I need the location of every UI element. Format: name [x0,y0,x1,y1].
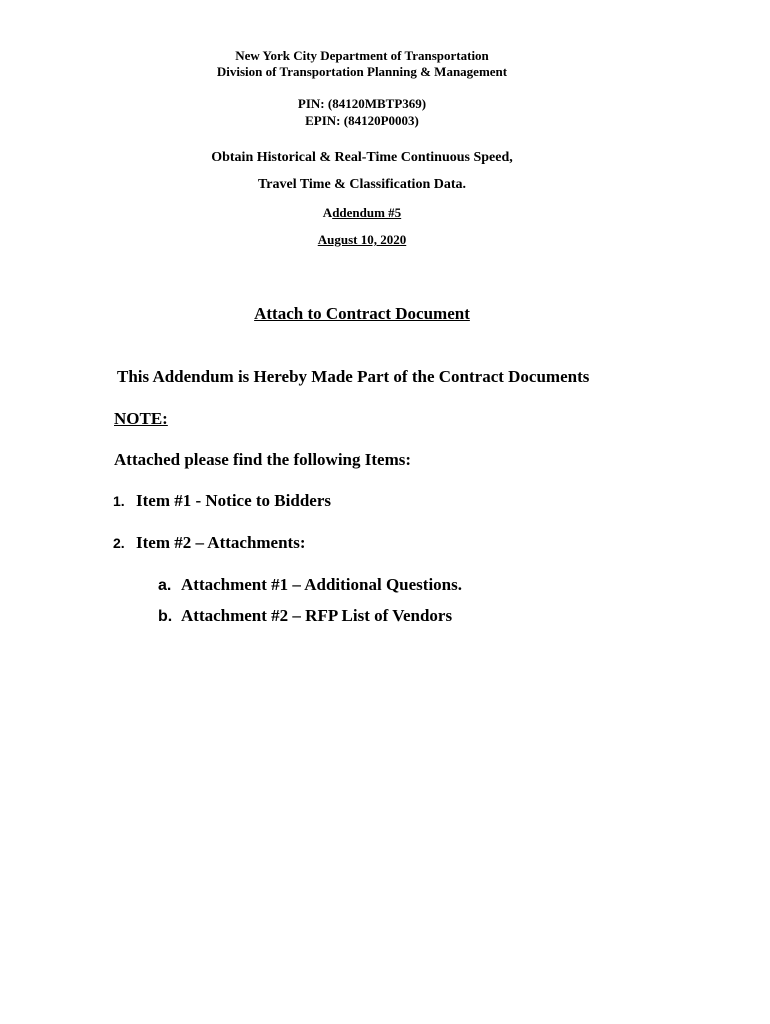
list-item-text: Item #1 - Notice to Bidders [136,491,331,510]
list-item-text: Item #2 – Attachments: [136,533,306,552]
sub-list-item-text: Attachment #1 – Additional Questions. [181,575,462,594]
attached-intro: Attached please find the following Items: [114,450,412,469]
list-item-number: 2. [113,535,125,551]
division-name: Division of Transportation Planning & Management [216,64,508,79]
epin-number: EPIN: (84120P0003) [305,113,419,128]
sub-list-item [158,575,462,595]
project-title-line-1: Obtain Historical & Real-Time Continuous Speed, [211,150,513,165]
addendum-first-letter: A [322,205,333,220]
addendum-number [0,205,724,221]
sub-list-item-letter: a. [158,577,172,594]
note-label: NOTE: [114,409,168,428]
sub-list-item-letter: b. [158,608,173,625]
sub-list-item-text: Attachment #2 – RFP List of Vendors [181,606,453,625]
made-part-statement: This Addendum is Hereby Made Part of the Contract Documents [117,367,590,386]
list-item [113,533,306,553]
list-item [113,491,331,511]
department-name: New York City Department of Transportation [235,48,489,63]
addendum-date: August 10, 2020 [317,232,407,247]
pin-number: PIN: (84120MBTP369) [297,96,427,111]
attach-heading: Attach to Contract Document [254,304,470,323]
list-item-number: 1. [113,493,125,509]
project-title-line-2: Travel Time & Classification Data. [257,177,467,192]
sub-list-item [158,606,452,626]
addendum-rest: ddendum #5 [332,205,402,220]
